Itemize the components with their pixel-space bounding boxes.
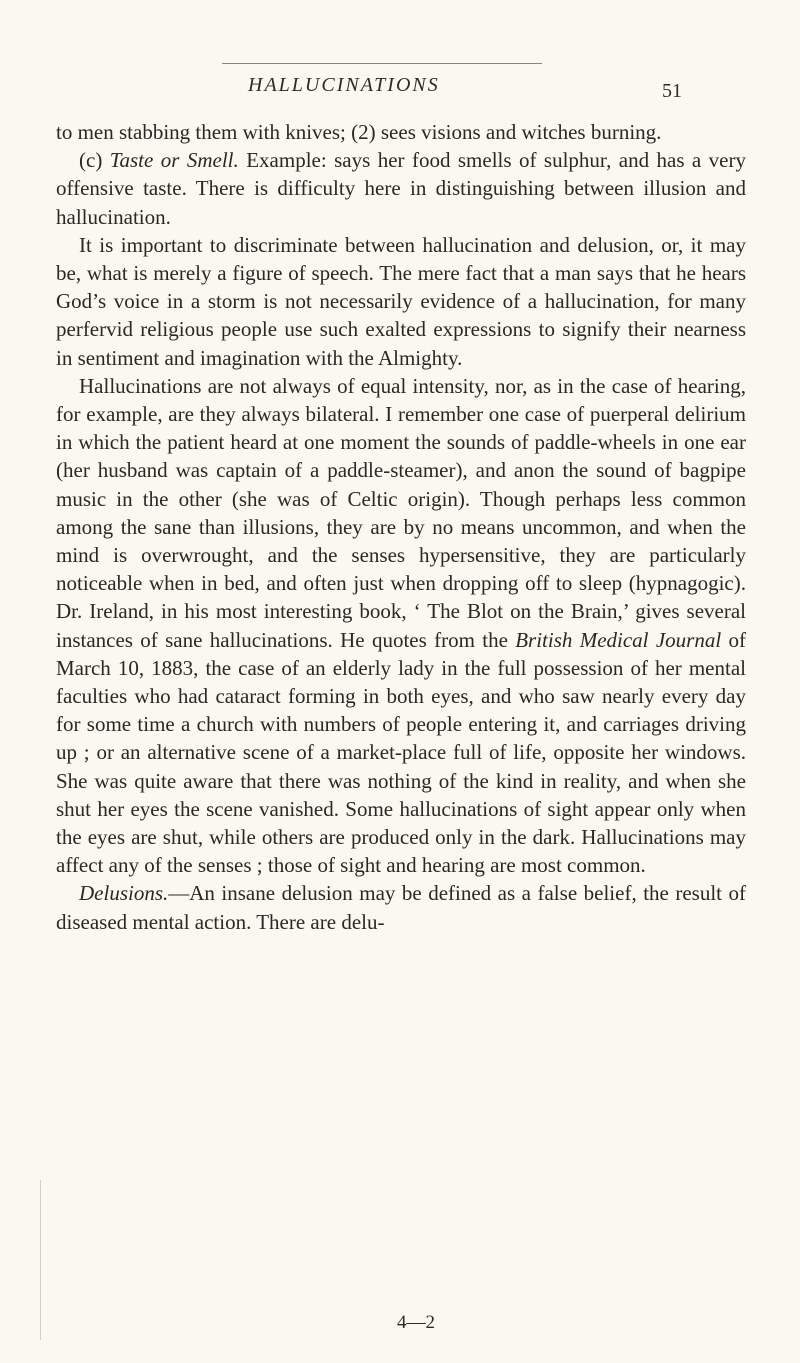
subheading-delusions: Delusions. <box>79 881 169 906</box>
journal-title: British Medical Journal <box>515 627 722 652</box>
paragraph-delusions <box>56 879 746 935</box>
paragraph-text: of March 10, 1883, the case of an elderly lady in the full possession of her mental faculties who had cataract forming in both eyes, and who saw nearly every day for some time a church with numbers of people entering it, and carriages driving up ; or an alternative scene of a market-place full of life, opposite her windows. She was quite aware that there was nothing of the kind in reality, and when she shut her eyes the scene vanished. Some hallucinations of sight appear only when the eyes are shut, while others are produced only in the dark. Hallucinations may affect any of the senses ; those of sight and hearing are most common. <box>56 627 746 878</box>
paragraph-text: —An insane delusion may be defined as a false belief, the result of diseased mental action. There are delu- <box>56 881 746 934</box>
paragraph-intensity <box>56 372 746 880</box>
margin-mark <box>40 1180 41 1340</box>
paragraph-text: It is important to discriminate between hallucination and delusion, or, it may be, what is merely a figure of speech. The mere fact that a man says that he hears God’s voice in a storm is not necessarily evidence of a hallucination, for many perfervid religious people use such exalted expressions to signify their nearness in sentiment and imagination with the Almighty. <box>56 232 746 370</box>
list-marker: (c) <box>79 148 110 173</box>
paragraph-taste-or-smell <box>56 146 746 231</box>
paragraph-text: Hallucinations are not always of equal intensity, nor, as in the case of hearing, for example, are they always bilateral. I remember one case of puerperal delirium in which the patient heard at one moment the sounds of paddle-wheels in one ear (her husband was captain of a paddle-steamer), and anon the sound of bagpipe music in the other (she was of Celtic origin). Though perhaps less common among the sane than illusions, they are by no means uncommon, and when the mind is overwrought, and the senses hypersensitive, they are particularly noticeable when in bed, and often just when dropping off to sleep (hypnagogic). Dr. Ireland, in his most interesting book, ‘ The Blot on the Brain,’ gives several instances of sane hallucinations. He quotes from the <box>56 373 746 652</box>
signature-mark: 4—2 <box>397 1312 435 1333</box>
paragraph-continuation <box>56 118 746 146</box>
subheading-taste-or-smell: Taste or Smell. <box>109 148 239 173</box>
running-head: HALLUCINATIONS <box>248 74 440 96</box>
paragraph-discrimination <box>56 231 746 372</box>
header-rule <box>222 63 542 64</box>
page-number: 51 <box>662 80 682 102</box>
paragraph-text: Example: says her food smells of sulphur, and has a very offensive taste. There is difficulty here in distinguishing between illusion and hallucination. <box>56 148 746 229</box>
body-text <box>56 118 746 936</box>
paragraph-text: to men stabbing them with knives; (2) sees visions and witches burning. <box>56 120 662 144</box>
